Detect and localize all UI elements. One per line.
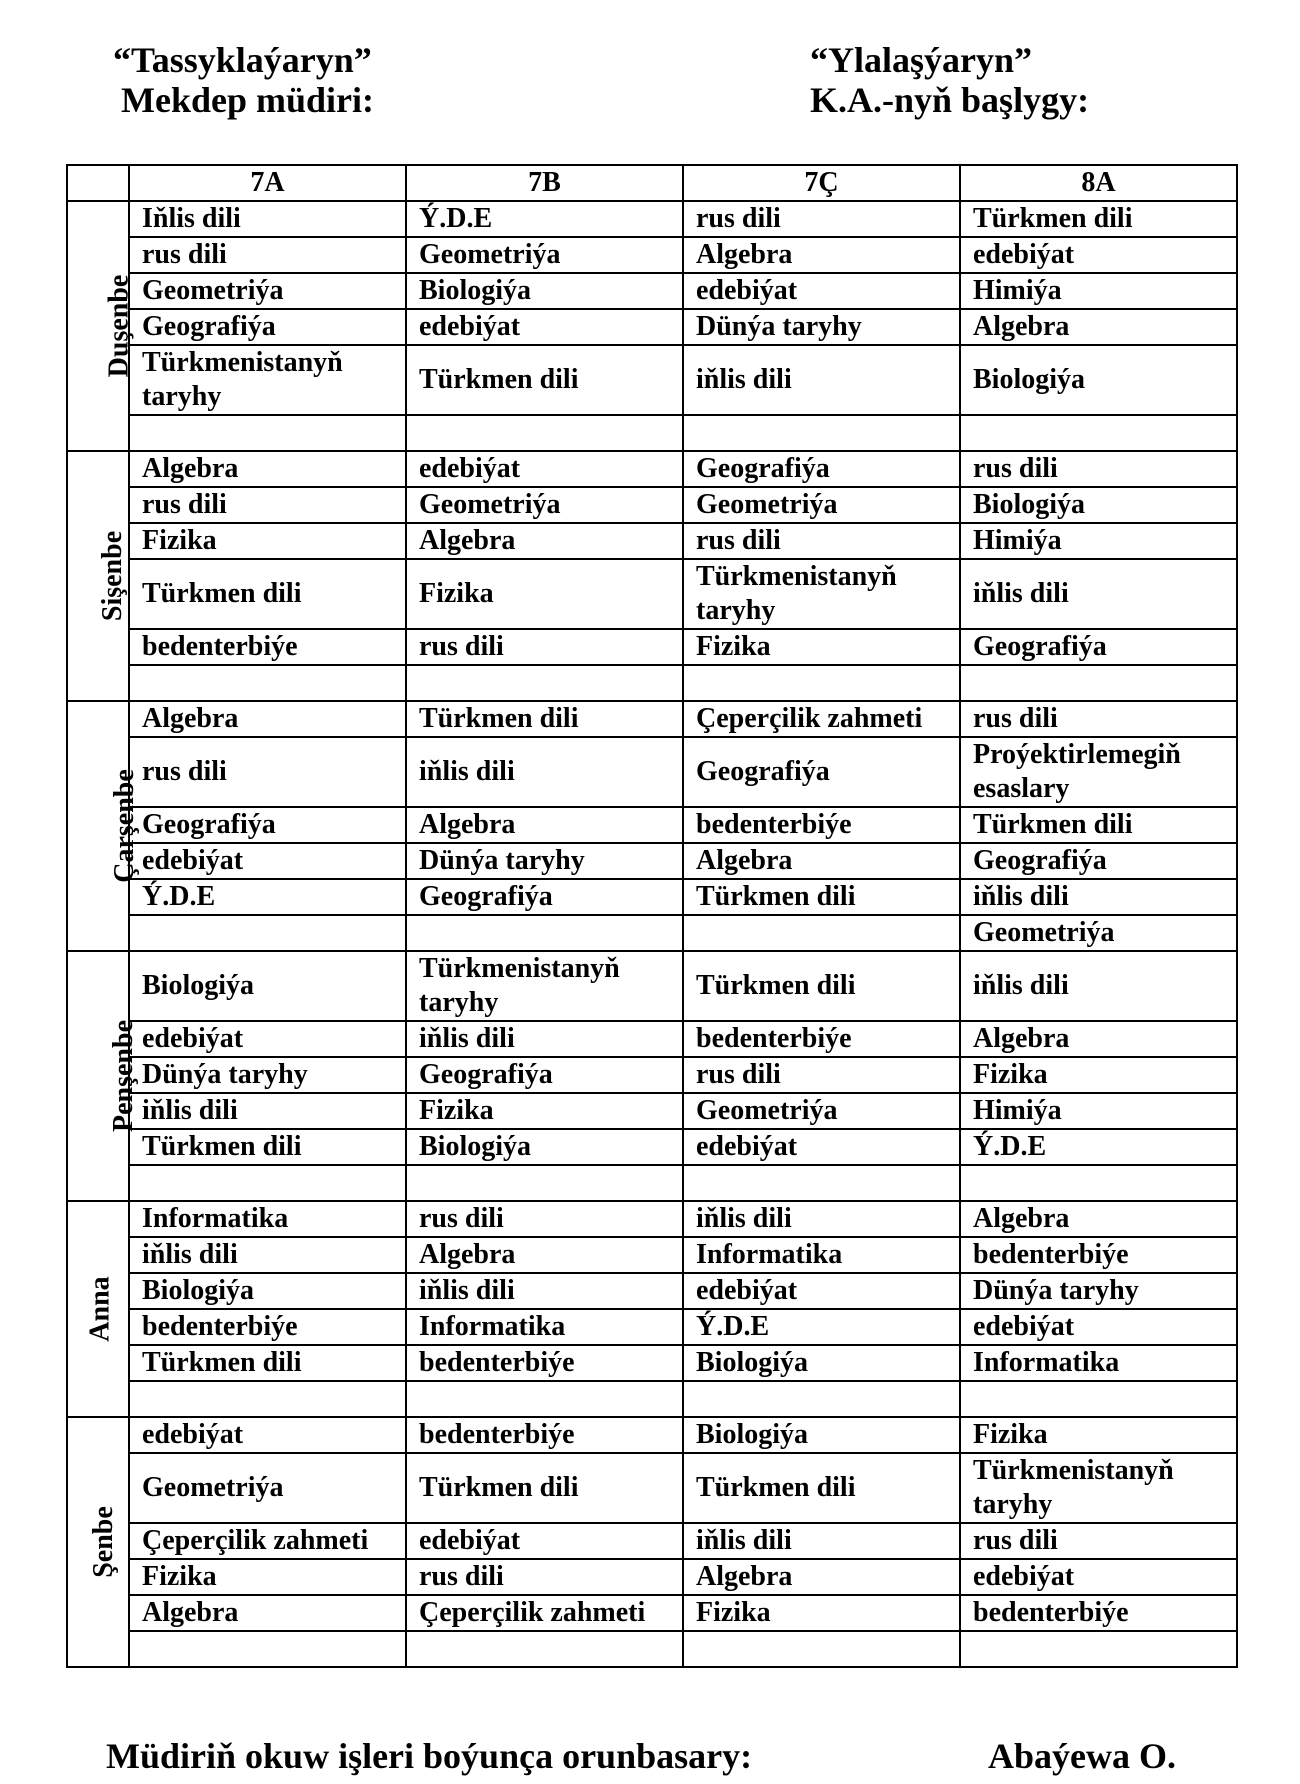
lesson-cell: rus dili xyxy=(683,523,960,559)
lesson-cell: Geometriýa xyxy=(960,915,1237,951)
lesson-row xyxy=(67,1559,1237,1595)
lesson-cell: Türkmenistanyň taryhy xyxy=(406,951,683,1021)
lesson-cell: Türkmen dili xyxy=(683,879,960,915)
lesson-cell: bedenterbiýe xyxy=(683,807,960,843)
lesson-cell: iňlis dili xyxy=(129,1237,406,1273)
lesson-cell: bedenterbiýe xyxy=(960,1237,1237,1273)
lesson-row xyxy=(67,273,1237,309)
lesson-cell: rus dili xyxy=(129,237,406,273)
lesson-cell: Geometriýa xyxy=(683,1093,960,1129)
lesson-cell: edebiýat xyxy=(960,1559,1237,1595)
lesson-cell: Geografiýa xyxy=(406,879,683,915)
lesson-cell: iňlis dili xyxy=(683,345,960,415)
lesson-cell xyxy=(406,915,683,951)
lesson-cell: rus dili xyxy=(683,201,960,237)
class-header-row xyxy=(67,165,1237,201)
lesson-cell: Fizika xyxy=(960,1057,1237,1093)
lesson-row xyxy=(67,737,1237,807)
lesson-row xyxy=(67,629,1237,665)
lesson-cell: Çeperçilik zahmeti xyxy=(406,1595,683,1631)
day-label xyxy=(67,701,140,951)
lesson-cell xyxy=(683,1631,960,1667)
lesson-cell: Dünýa taryhy xyxy=(406,843,683,879)
lesson-cell: edebiýat xyxy=(683,273,960,309)
lesson-cell: Biologiýa xyxy=(960,487,1237,523)
agreement-block xyxy=(810,40,1089,120)
lesson-cell: Türkmen dili xyxy=(683,951,960,1021)
lesson-cell xyxy=(406,1631,683,1667)
lesson-cell: Biologiýa xyxy=(129,1273,406,1309)
lesson-cell: Türkmenistanyň taryhy xyxy=(960,1453,1237,1523)
lesson-cell: Türkmen dili xyxy=(129,1129,406,1165)
lesson-cell: Biologiýa xyxy=(960,345,1237,415)
lesson-cell xyxy=(129,1631,406,1667)
lesson-row xyxy=(67,415,1237,451)
day-name: Sişenbe xyxy=(97,530,129,622)
lesson-cell: Himiýa xyxy=(960,523,1237,559)
lesson-cell: Algebra xyxy=(683,237,960,273)
lesson-cell: Türkmen dili xyxy=(960,201,1237,237)
lesson-cell: edebiýat xyxy=(960,237,1237,273)
lesson-cell: iňlis dili xyxy=(406,737,683,807)
lesson-cell: Ý.D.E xyxy=(683,1309,960,1345)
lesson-row xyxy=(67,665,1237,701)
lesson-row xyxy=(67,1129,1237,1165)
agreement-role: K.A.-nyň başlygy: xyxy=(810,80,1090,120)
lesson-cell: Algebra xyxy=(129,451,406,487)
lesson-row xyxy=(67,701,1237,737)
lesson-cell: edebiýat xyxy=(406,1523,683,1559)
lesson-cell: rus dili xyxy=(960,701,1237,737)
deputy-director-label: Müdiriň okuw işleri boýunça orunbasary: xyxy=(106,1736,753,1776)
lesson-cell: Geografiýa xyxy=(683,737,960,807)
lesson-cell: edebiýat xyxy=(129,1021,406,1057)
agreement-title: “Ylalaşýaryn” xyxy=(810,40,1033,80)
lesson-cell: bedenterbiýe xyxy=(129,629,406,665)
lesson-row xyxy=(67,1201,1237,1237)
lesson-cell: Biologiýa xyxy=(683,1417,960,1453)
lesson-cell xyxy=(406,1165,683,1201)
class-header: 7Ç xyxy=(683,165,960,201)
lesson-row xyxy=(67,951,1237,1021)
lesson-cell: Geometriýa xyxy=(406,237,683,273)
lesson-cell: Ý.D.E xyxy=(406,201,683,237)
lesson-cell xyxy=(129,665,406,701)
lesson-cell: Himiýa xyxy=(960,273,1237,309)
lesson-row xyxy=(67,201,1237,237)
approval-role: Mekdep müdiri: xyxy=(121,80,375,120)
lesson-cell: Geometriýa xyxy=(129,273,406,309)
lesson-cell: iňlis dili xyxy=(683,1523,960,1559)
lesson-row xyxy=(67,1595,1237,1631)
lesson-row xyxy=(67,1417,1237,1453)
lesson-cell: rus dili xyxy=(406,1559,683,1595)
lesson-cell: Ý.D.E xyxy=(960,1129,1237,1165)
lesson-cell: Geografiýa xyxy=(683,451,960,487)
lesson-cell: Algebra xyxy=(129,1595,406,1631)
lesson-row xyxy=(67,1093,1237,1129)
lesson-cell: Geografiýa xyxy=(960,629,1237,665)
lesson-cell xyxy=(129,415,406,451)
lesson-cell: Himiýa xyxy=(960,1093,1237,1129)
lesson-cell: Türkmen dili xyxy=(406,701,683,737)
day-name: Çarşenbe xyxy=(108,769,140,883)
lesson-cell: edebiýat xyxy=(683,1129,960,1165)
lesson-row xyxy=(67,843,1237,879)
lesson-cell: Türkmenistanyň taryhy xyxy=(683,559,960,629)
lesson-cell: Geografiýa xyxy=(960,843,1237,879)
lesson-cell: bedenterbiýe xyxy=(683,1021,960,1057)
lesson-cell xyxy=(683,665,960,701)
lesson-cell: Fizika xyxy=(960,1417,1237,1453)
lesson-cell: Proýektirlemegiň esaslary xyxy=(960,737,1237,807)
lesson-row xyxy=(67,487,1237,523)
lesson-cell: bedenterbiýe xyxy=(960,1595,1237,1631)
lesson-cell: Informatika xyxy=(406,1309,683,1345)
lesson-cell xyxy=(960,665,1237,701)
lesson-cell: Fizika xyxy=(129,1559,406,1595)
lesson-cell: Türkmen dili xyxy=(129,559,406,629)
lesson-cell xyxy=(683,1381,960,1417)
lesson-cell: Geometriýa xyxy=(406,487,683,523)
lesson-cell: Informatika xyxy=(129,1201,406,1237)
lesson-cell: iňlis dili xyxy=(129,1093,406,1129)
lesson-cell: Türkmen dili xyxy=(960,807,1237,843)
lesson-cell: rus dili xyxy=(960,451,1237,487)
lesson-row xyxy=(67,1057,1237,1093)
lesson-cell: Türkmen dili xyxy=(406,1453,683,1523)
lesson-cell xyxy=(683,1165,960,1201)
lesson-cell: rus dili xyxy=(129,487,406,523)
lesson-row xyxy=(67,309,1237,345)
lesson-row xyxy=(67,1381,1237,1417)
approval-title: “Tassyklaýaryn” xyxy=(113,40,372,80)
lesson-cell: bedenterbiýe xyxy=(406,1345,683,1381)
lesson-cell: rus dili xyxy=(960,1523,1237,1559)
deputy-director-name: Abaýewa O. xyxy=(988,1736,1176,1776)
day-label xyxy=(67,201,135,451)
lesson-cell: Fizika xyxy=(129,523,406,559)
lesson-row xyxy=(67,879,1237,915)
lesson-cell: Geografiýa xyxy=(129,807,406,843)
lesson-cell: edebiýat xyxy=(129,843,406,879)
lesson-row xyxy=(67,1021,1237,1057)
lesson-cell: iňlis dili xyxy=(960,951,1237,1021)
lesson-cell: iňlis dili xyxy=(960,879,1237,915)
lesson-cell: edebiýat xyxy=(406,451,683,487)
class-header: 7B xyxy=(406,165,683,201)
lesson-cell: Geografiýa xyxy=(406,1057,683,1093)
timetable xyxy=(66,164,1236,1668)
lesson-cell: Türkmen dili xyxy=(129,1345,406,1381)
lesson-cell: Algebra xyxy=(406,523,683,559)
lesson-cell xyxy=(960,1165,1237,1201)
day-label xyxy=(67,1417,129,1667)
lesson-cell: Çeperçilik zahmeti xyxy=(129,1523,406,1559)
lesson-cell: Dünýa taryhy xyxy=(129,1057,406,1093)
lesson-cell: iňlis dili xyxy=(683,1201,960,1237)
day-label xyxy=(67,451,129,701)
lesson-cell: Algebra xyxy=(683,1559,960,1595)
corner-cell xyxy=(67,165,129,201)
lesson-cell: Biologiýa xyxy=(406,273,683,309)
lesson-cell: edebiýat xyxy=(960,1309,1237,1345)
lesson-cell: Dünýa taryhy xyxy=(683,309,960,345)
lesson-cell: Algebra xyxy=(960,1201,1237,1237)
lesson-row xyxy=(67,1273,1237,1309)
lesson-row xyxy=(67,1631,1237,1667)
day-name: Duşenbe xyxy=(103,274,135,378)
lesson-row xyxy=(67,915,1237,951)
lesson-cell: edebiýat xyxy=(129,1417,406,1453)
lesson-cell: Informatika xyxy=(683,1237,960,1273)
lesson-cell: Fizika xyxy=(406,1093,683,1129)
lesson-row xyxy=(67,451,1237,487)
lesson-cell xyxy=(129,1381,406,1417)
lesson-cell xyxy=(406,415,683,451)
class-header: 8A xyxy=(960,165,1237,201)
lesson-row xyxy=(67,1523,1237,1559)
lesson-cell: Türkmen dili xyxy=(406,345,683,415)
lesson-cell: iňlis dili xyxy=(960,559,1237,629)
lesson-row xyxy=(67,523,1237,559)
lesson-row xyxy=(67,1453,1237,1523)
day-label xyxy=(67,951,139,1201)
lesson-cell: Fizika xyxy=(406,559,683,629)
lesson-cell: Çeperçilik zahmeti xyxy=(683,701,960,737)
day-name: Şenbe xyxy=(87,1506,119,1578)
class-header: 7A xyxy=(129,165,406,201)
lesson-row xyxy=(67,1309,1237,1345)
lesson-cell: Algebra xyxy=(960,309,1237,345)
lesson-cell: iňlis dili xyxy=(406,1273,683,1309)
lesson-cell: edebiýat xyxy=(683,1273,960,1309)
lesson-cell: bedenterbiýe xyxy=(406,1417,683,1453)
approval-block xyxy=(113,40,374,120)
lesson-row xyxy=(67,807,1237,843)
lesson-cell: bedenterbiýe xyxy=(129,1309,406,1345)
lesson-cell xyxy=(960,1381,1237,1417)
lesson-cell: Informatika xyxy=(960,1345,1237,1381)
lesson-cell xyxy=(683,415,960,451)
lesson-cell: Geometriýa xyxy=(683,487,960,523)
lesson-cell xyxy=(129,1165,406,1201)
lesson-cell: Türkmenistanyň taryhy xyxy=(129,345,406,415)
lesson-cell: iňlis dili xyxy=(406,1021,683,1057)
lesson-cell: Algebra xyxy=(406,1237,683,1273)
lesson-cell: rus dili xyxy=(406,629,683,665)
lesson-row xyxy=(67,1237,1237,1273)
lesson-row xyxy=(67,237,1237,273)
day-name: Penşenbe xyxy=(108,1020,139,1132)
lesson-cell: Iňlis dili xyxy=(129,201,406,237)
lesson-cell xyxy=(406,1381,683,1417)
day-label xyxy=(67,1201,129,1417)
lesson-cell: rus dili xyxy=(683,1057,960,1093)
lesson-cell xyxy=(129,915,406,951)
lesson-cell xyxy=(960,415,1237,451)
lesson-cell: Fizika xyxy=(683,629,960,665)
day-name: Anna xyxy=(84,1276,116,1342)
lesson-row xyxy=(67,1165,1237,1201)
lesson-cell: Ý.D.E xyxy=(129,879,406,915)
lesson-cell: Biologiýa xyxy=(129,951,406,1021)
lesson-cell: Biologiýa xyxy=(406,1129,683,1165)
lesson-cell xyxy=(960,1631,1237,1667)
lesson-cell: Fizika xyxy=(683,1595,960,1631)
lesson-cell: edebiýat xyxy=(406,309,683,345)
lesson-row xyxy=(67,1345,1237,1381)
lesson-cell: Biologiýa xyxy=(683,1345,960,1381)
lesson-cell: Algebra xyxy=(683,843,960,879)
lesson-cell: rus dili xyxy=(406,1201,683,1237)
lesson-cell: Türkmen dili xyxy=(683,1453,960,1523)
lesson-cell xyxy=(406,665,683,701)
lesson-cell: Geografiýa xyxy=(129,309,406,345)
lesson-cell xyxy=(683,915,960,951)
lesson-row xyxy=(67,345,1237,415)
lesson-cell: Algebra xyxy=(406,807,683,843)
lesson-cell: rus dili xyxy=(129,737,406,807)
lesson-cell: Algebra xyxy=(129,701,406,737)
lesson-row xyxy=(67,559,1237,629)
lesson-cell: Geometriýa xyxy=(129,1453,406,1523)
lesson-cell: Algebra xyxy=(960,1021,1237,1057)
lesson-cell: Dünýa taryhy xyxy=(960,1273,1237,1309)
